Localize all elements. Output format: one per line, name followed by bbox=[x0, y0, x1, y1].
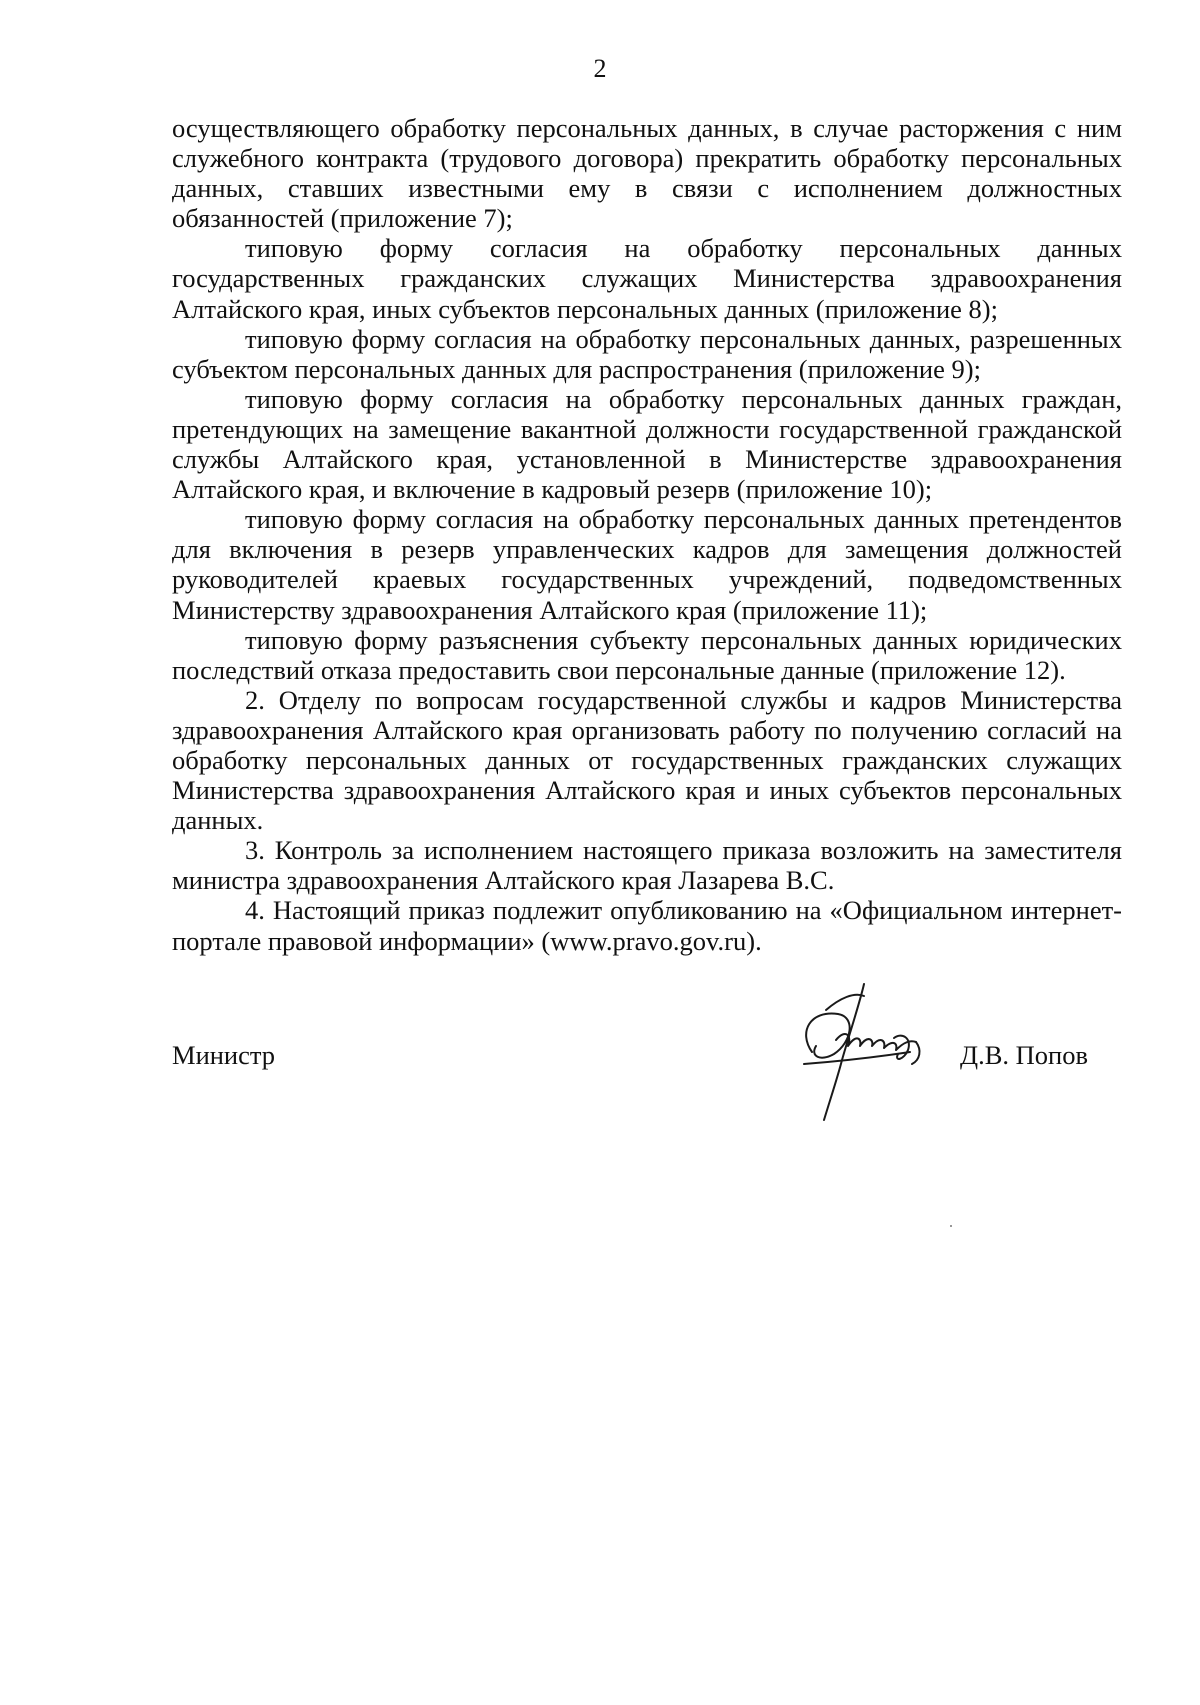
paragraph-appendix-11: типовую форму согласия на обработку персональных данных претендентов для включения в резерв управленческих кадров для замещения должностей руководителей краевых государственных учреждений, подведомственных Министерству здравоохранения Алтайского края (приложение 11); bbox=[172, 504, 1122, 625]
document-body bbox=[172, 113, 1122, 956]
scan-speck bbox=[950, 1225, 952, 1227]
paragraph-appendix-8: типовую форму согласия на обработку персональных данных государственных гражданских служащих Министерства здравоохранения Алтайского края, иных субъектов персональных данных (приложение 8); bbox=[172, 233, 1122, 324]
paragraph-continuation: осуществляющего обработку персональных данных, в случае расторжения с ним служебного контракта (трудового договора) прекратить обработку персональных данных, ставших известными ему в связи с исполнением должностных обязанностей (приложение 7); bbox=[172, 113, 1122, 234]
paragraph-item-2: 2. Отделу по вопросам государственной службы и кадров Министерства здравоохранения Алтайского края организовать работу по получению согласий на обработку персональных данных от государственных гражданских служащих Министерства здравоохранения Алтайского края и иных субъектов персональных данных. bbox=[172, 684, 1122, 836]
page-number: 2 bbox=[593, 54, 607, 83]
paragraph-appendix-10: типовую форму согласия на обработку персональных данных граждан, претендующих на замещение вакантной должности государственной гражданской службы Алтайского края, установленной в Министерстве здравоохранения Алтайского края, и включение в кадровый резерв (приложение 10); bbox=[172, 383, 1122, 505]
signer-position: Министр bbox=[172, 1040, 276, 1070]
paragraph-appendix-9: типовую форму согласия на обработку персональных данных, разрешенных субъектом персональных данных для распространения (приложение 9); bbox=[172, 323, 1122, 384]
paragraph-appendix-12: типовую форму разъяснения субъекту персональных данных юридических последствий отказа предоставить свои персональные данные (приложение 12). bbox=[172, 624, 1122, 685]
paragraph-item-3: 3. Контроль за исполнением настоящего приказа возложить на заместителя министра здравоохранения Алтайского края Лазарева В.С. bbox=[172, 835, 1122, 896]
handwritten-signature bbox=[790, 980, 940, 1125]
signature-block bbox=[0, 980, 1200, 1130]
paragraph-item-4: 4. Настоящий приказ подлежит опубликованию на «Официальном интернет-портале правовой информации» (www.pravo.gov.ru). bbox=[172, 895, 1122, 956]
signer-name: Д.В. Попов bbox=[960, 1040, 1088, 1070]
